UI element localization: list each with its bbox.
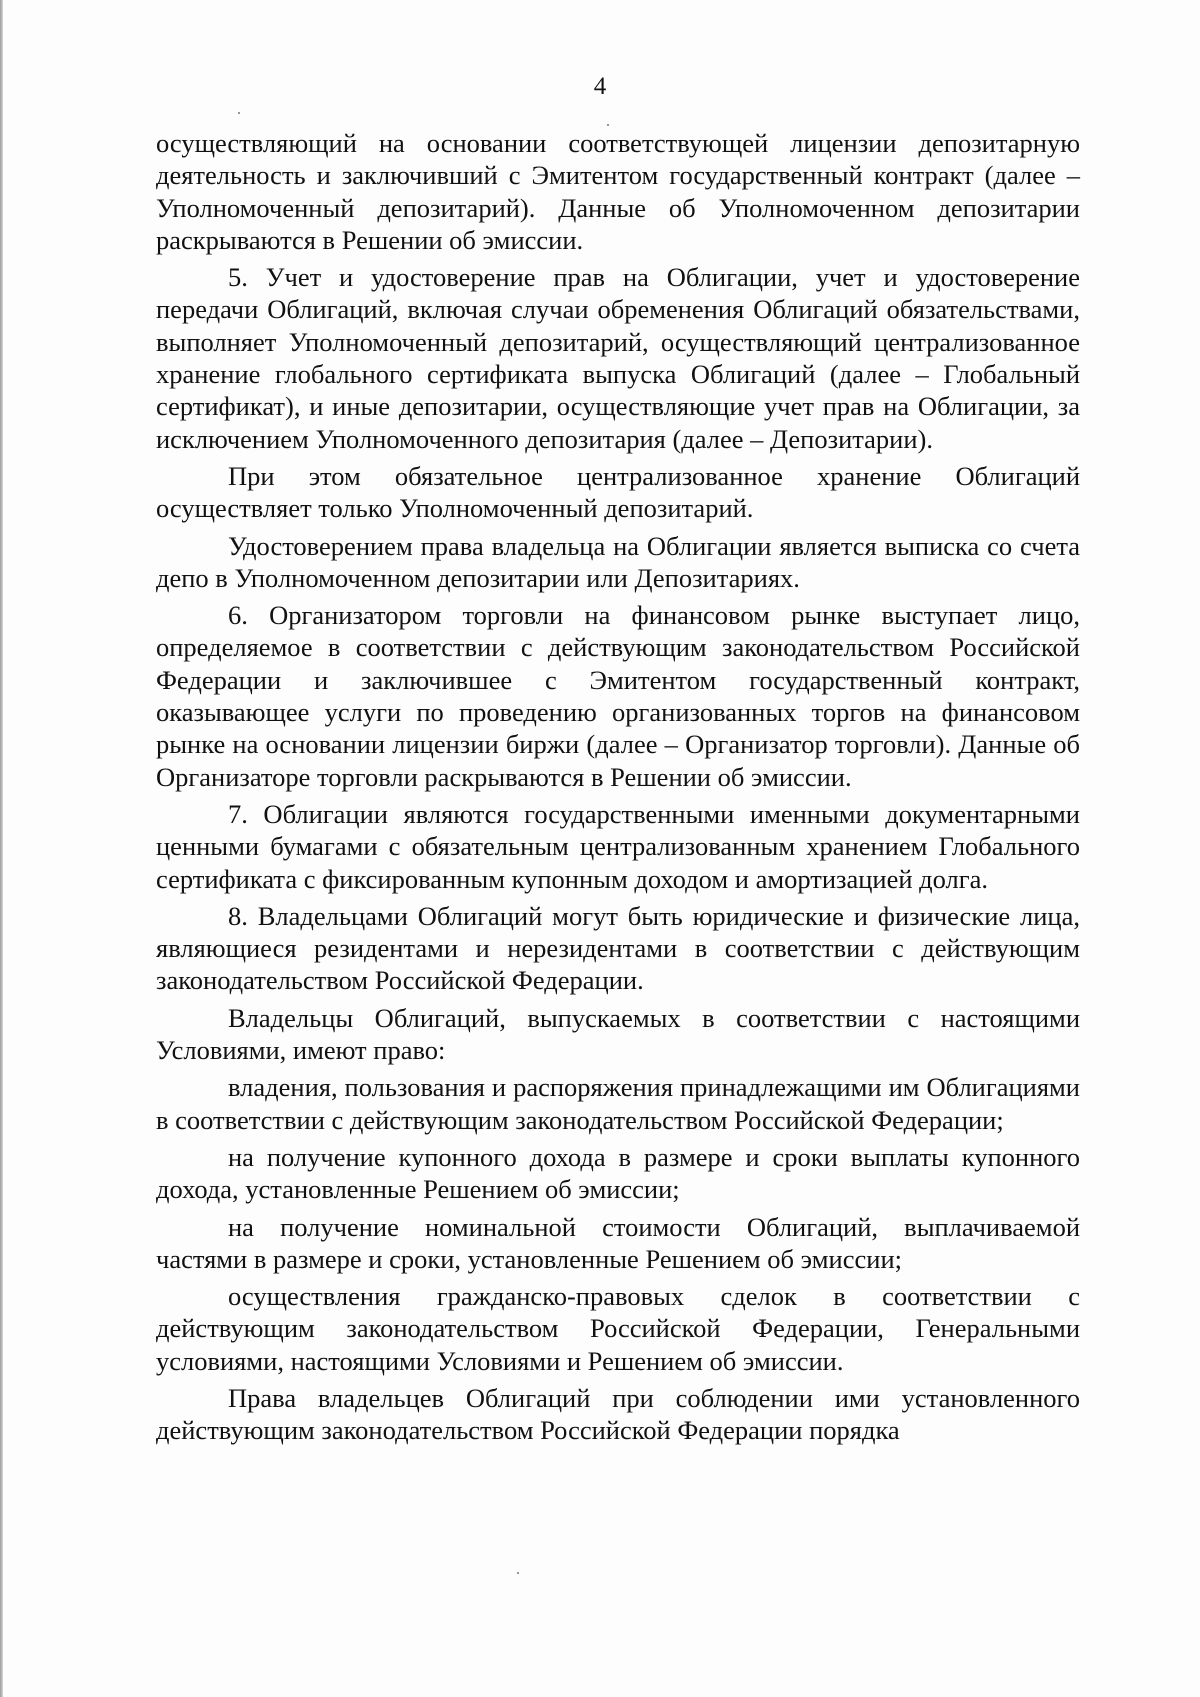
scan-speck [607, 124, 609, 126]
paragraph-right-ownership: владения, пользования и распоряжения принадлежащими им Облигациями в соответствии с действующим законодательством Российской Федерации; [156, 1072, 1080, 1135]
paragraph-item-6: 6. Организатором торговли на финансовом рынке выступает лицо, определяемое в соответствии с действующим законодательством Российской Федерации и заключившее с Эмитентом государственный контракт, оказывающее услуги по проведению организованных торгов на финансовом рынке на основании лицензии биржи (далее – Организатор торговли). Данные об Организаторе торговли раскрываются в Решении об эмиссии. [156, 600, 1080, 792]
paragraph-right-coupon: на получение купонного дохода в размере и сроки выплаты купонного дохода, установленные Решением об эмиссии; [156, 1141, 1080, 1205]
paragraph-right-nominal: на получение номинальной стоимости Облигаций, выплачиваемой частями в размере и сроки, установленные Решением об эмиссии; [156, 1211, 1080, 1274]
paragraph-owner-rights-order: Права владельцев Облигаций при соблюдении ими установленного действующим законодательством Российской Федерации порядка [156, 1382, 1080, 1446]
paragraph-owner-rights-intro: Владельцы Облигаций, выпускаемых в соответствии с настоящими Условиями, имеют право: [156, 1002, 1080, 1066]
page-number: 4 [593, 73, 607, 100]
paragraph-central-storage: При этом обязательное централизованное хранение Облигаций осуществляет только Уполномоченный депозитарий. [156, 460, 1080, 524]
paragraph-item-8: 8. Владельцами Облигаций могут быть юридические и физические лица, являющиеся резидентами и нерезидентами в соответствии с действующим законодательством Российской Федерации. [156, 900, 1080, 996]
scan-speck [238, 112, 240, 114]
paragraph-item-7: 7. Облигации являются государственными именными документарными ценными бумагами с обязательным централизованным хранением Глобального сертификата с фиксированным купонным доходом и амортизацией долга. [156, 798, 1080, 894]
paragraph-continuation: осуществляющий на основании соответствующей лицензии депозитарную деятельность и заключивший с Эмитентом государственный контракт (далее – Уполномоченный депозитарий). Данные об Уполномоченном депозитарии раскрываются в Решении об эмиссии. [156, 128, 1080, 255]
document-body [156, 127, 1080, 1447]
paragraph-item-5: 5. Учет и удостоверение прав на Облигации, учет и удостоверение передачи Облигаций, включая случаи обременения Облигаций обязательствами, выполняет Уполномоченный депозитарий, осуществляющий централизованное хранение глобального сертификата выпуска Облигаций (далее – Глобальный сертификат), и иные депозитарии, осуществляющие учет прав на Облигации, за исключением Уполномоченного депозитария (далее – Депозитарии). [156, 262, 1080, 454]
paragraph-right-transactions: осуществления гражданско-правовых сделок в соответствии с действующим законодательством Российской Федерации, Генеральными условиями, настоящими Условиями и Решением об эмиссии. [156, 1281, 1080, 1376]
scan-speck [517, 1572, 519, 1574]
paragraph-rights-certification: Удостоверением права владельца на Облигации является выписка со счета депо в Уполномоченном депозитарии или Депозитариях. [156, 530, 1080, 593]
scan-edge [0, 0, 3, 1697]
